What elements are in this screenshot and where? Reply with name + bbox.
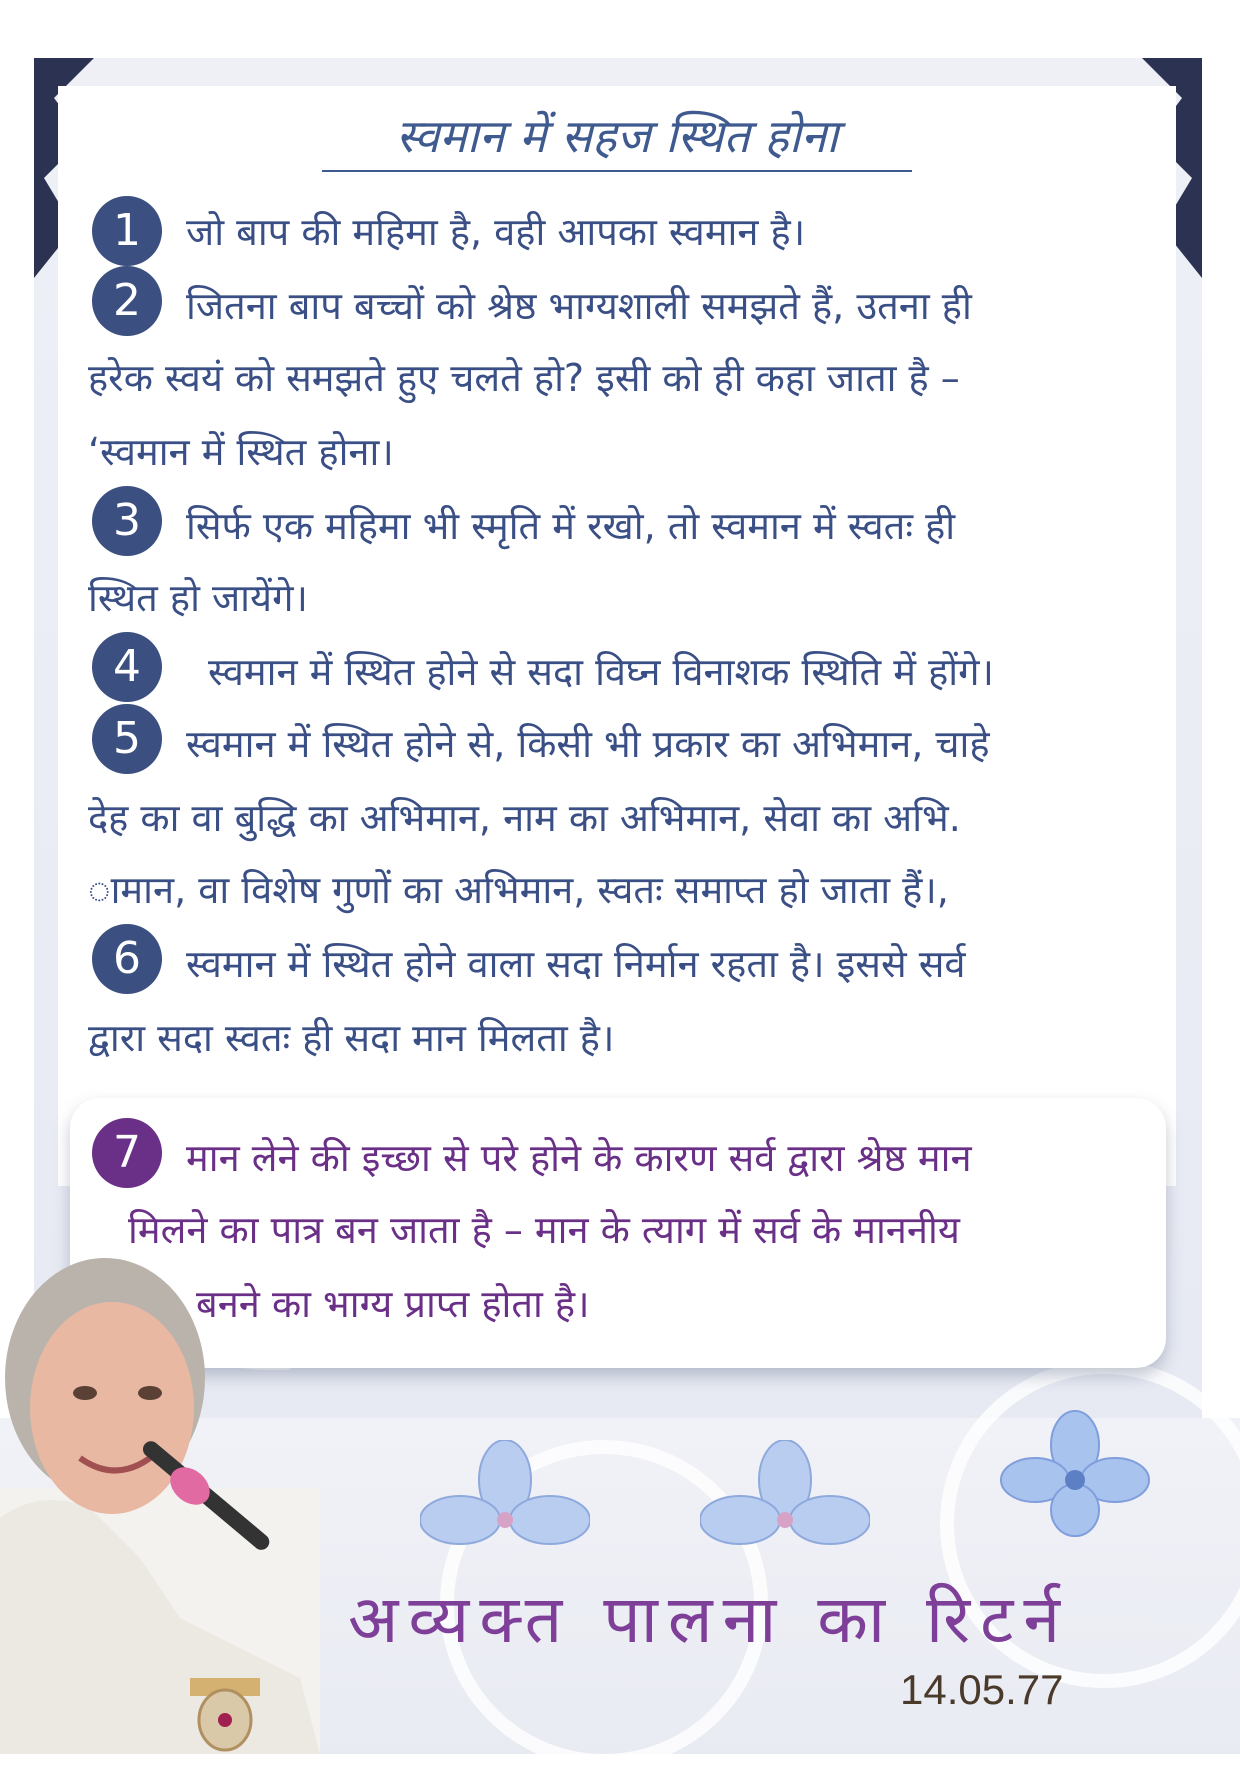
point-6-line-2: द्वारा सदा स्वतः ही सदा मान मिलता है। — [88, 1016, 615, 1060]
point-number-badge: 7 — [92, 1118, 162, 1188]
point-number-badge: 1 — [92, 196, 162, 266]
point-2-line-1: जितना बाप बच्चों को श्रेष्ठ भाग्यशाली समझते हैं, उतना ही — [186, 284, 972, 328]
speaker-portrait — [0, 1258, 340, 1754]
point-3-line-1: सिर्फ एक महिमा भी स्मृति में रखो, तो स्वमान में स्वतः ही — [186, 504, 956, 548]
point-3-line-2: स्थित हो जायेंगे। — [88, 576, 308, 620]
point-5-line-2: देह का वा बुद्धि का अभिमान, नाम का अभिमान, सेवा का अभि. — [88, 796, 961, 840]
point-1-line-1: जो बाप की महिमा है, वही आपका स्वमान है। — [186, 210, 806, 254]
point-7-line-3: बनने का भाग्य प्राप्त होता है। — [196, 1282, 590, 1326]
point-7-line-2: मिलने का पात्र बन जाता है – मान के त्याग में सर्व के माननीय — [128, 1208, 960, 1252]
point-number-badge: 6 — [92, 924, 162, 994]
point-6-line-1: स्वमान में स्थित होने वाला सदा निर्मान रहता है। इससे सर्व — [186, 942, 966, 986]
flower-icon — [420, 1440, 590, 1580]
point-number-badge: 2 — [92, 266, 162, 336]
point-number-badge: 5 — [92, 704, 162, 774]
point-5-line-3: ामान, वा विशेष गुणों का अभिमान, स्वतः समाप्त हो जाता हैं।, — [88, 868, 949, 912]
point-2-line-3: ‘स्वमान में स्थित होना। — [88, 430, 394, 474]
point-7-line-1: मान लेने की इच्छा से परे होने के कारण सर्व द्वारा श्रेष्ठ मान — [186, 1136, 972, 1180]
point-2-line-2: हरेक स्वयं को समझते हुए चलते हो? इसी को ही कहा जाता है – — [88, 356, 960, 400]
flower-icon — [1000, 1410, 1150, 1540]
footer-title: अव्यक्त पालना का रिटर्न — [348, 1581, 1071, 1658]
point-4-line-1: स्वमान में स्थित होने से सदा विघ्न विनाशक स्थिति में होंगे। — [208, 650, 994, 694]
date-label: 14.05.77 — [900, 1666, 1064, 1713]
page-title: स्वमान में सहज स्थित होना — [322, 104, 912, 172]
flower-icon — [700, 1440, 870, 1580]
point-number-badge: 3 — [92, 486, 162, 556]
point-5-line-1: स्वमान में स्थित होने से, किसी भी प्रकार का अभिमान, चाहे — [186, 722, 990, 766]
point-number-badge: 4 — [92, 632, 162, 702]
